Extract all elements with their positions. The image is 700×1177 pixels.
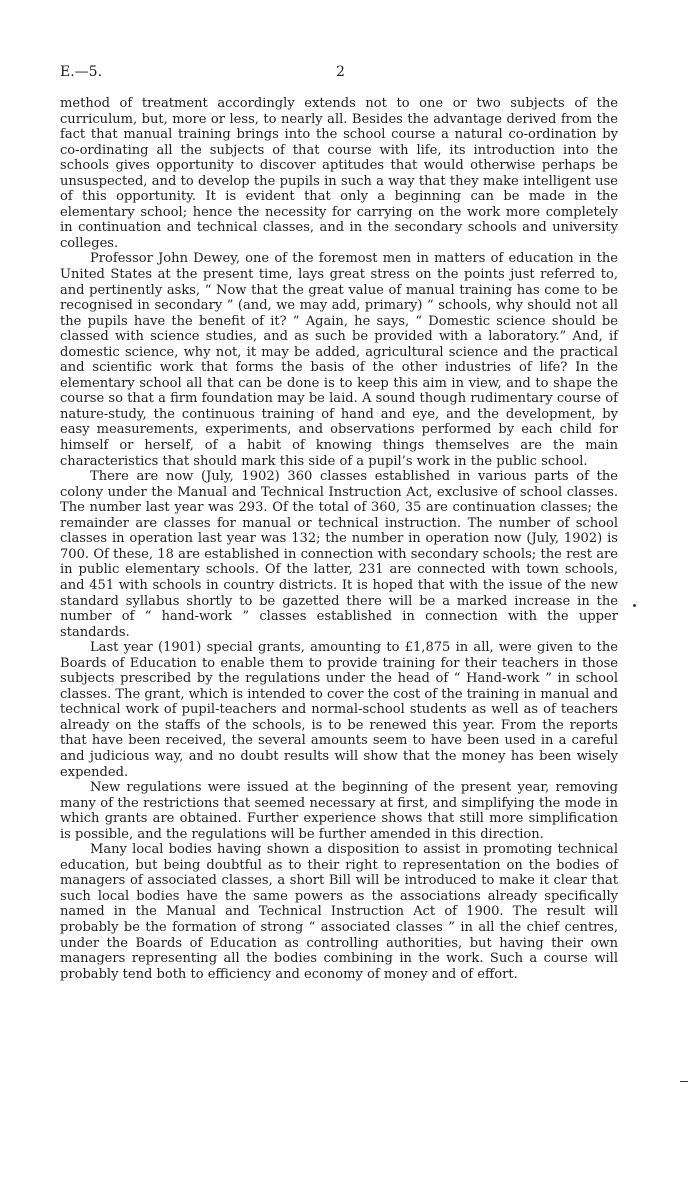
- margin-speck: [633, 604, 636, 607]
- page-number: 2: [336, 64, 345, 80]
- page-content: [60, 64, 618, 982]
- margin-speck: [680, 1081, 688, 1082]
- paragraph: Professor John Dewey, one of the foremost men in matters of education in the United States at the present time, lays great stress on the points just referred to, and pertinently asks, “ Now that the great value of manual training has come to be recognised in secondary ” (and, we may add, primary) “ schools, why should not all the pupils have the benefit of it? ” Again, he says, “ Domestic science should be classed with science studies, and as such be provided with a laboratory.” And, if domestic science, why not, it may be added, agricultural science and the practical and scientific work that forms the basis of the other industries of life? In the elementary school all that can be done is to keep this aim in view, and to shape the course so that a firm foundation may be laid. A sound though rudimentary course of nature-study, the continuous training of hand and eye, and the development, by easy measurements, experiments, and observations performed by each child for himself or herself, of a habit of knowing things themselves are the main characteristics that should mark this side of a pupil’s work in the public school.: [60, 251, 618, 469]
- document-reference: E.—5.: [60, 64, 103, 80]
- body-text: [60, 96, 618, 982]
- paragraph: Many local bodies having shown a disposition to assist in promoting technical education, but being doubtful as to their right to representation on the bodies of managers of associated classes, a short Bill will be introduced to make it clear that such local bodies have the same powers as the associations already specifically named in the Manual and Technical Instruction Act of 1900. The result will probably be the formation of strong “ associated classes ” in all the chief centres, under the Boards of Education as controlling authorities, but having their own managers representing all the bodies combining in the work. Such a course will probably tend both to efficiency and economy of money and of effort.: [60, 842, 618, 982]
- page-header: [60, 64, 618, 90]
- paragraph: There are now (July, 1902) 360 classes established in various parts of the colony under the Manual and Technical Instruction Act, exclusive of school classes. The number last year was 293. Of the total of 360, 35 are continuation classes; the remainder are classes for manual or technical instruction. The number of school classes in operation last year was 132; the number in operation now (July, 1902) is 700. Of these, 18 are established in connection with secondary schools; the rest are in public elementary schools. Of the latter, 231 are connected with town schools, and 451 with schools in country districts. It is hoped that with the issue of the new standard syllabus shortly to be gazetted there will be a marked increase in the number of “ hand-work ” classes established in connection with the upper standards.: [60, 469, 618, 640]
- paragraph: method of treatment accordingly extends not to one or two subjects of the curriculum, but, more or less, to nearly all. Besides the advantage derived from the fact that manual training brings into the school course a natural co-ordination by co-ordinating all the subjects of that course with life, its introduction into the schools gives opportunity to discover aptitudes that would otherwise perhaps be unsuspected, and to develop the pupils in such a way that they make intelligent use of this opportunity. It is evident that only a beginning can be made in the elementary school; hence the necessity for carrying on the work more completely in continuation and technical classes, and in the secondary schools and university colleges.: [60, 96, 618, 251]
- paragraph: New regulations were issued at the beginning of the present year, removing many of the restrictions that seemed necessary at first, and simplifying the mode in which grants are obtained. Further experience shows that still more simplification is possible, and the regulations will be further amended in this direction.: [60, 780, 618, 842]
- paragraph: Last year (1901) special grants, amounting to £1,875 in all, were given to the Boards of Education to enable them to provide training for their teachers in those subjects prescribed by the regulations under the head of “ Hand-work ” in school classes. The grant, which is intended to cover the cost of the training in manual and technical work of pupil-teachers and normal-school students as well as of teachers already on the staffs of the schools, is to be renewed this year. From the reports that have been received, the several amounts seem to have been used in a careful and judicious way, and no doubt results will show that the money has been wisely expended.: [60, 640, 618, 780]
